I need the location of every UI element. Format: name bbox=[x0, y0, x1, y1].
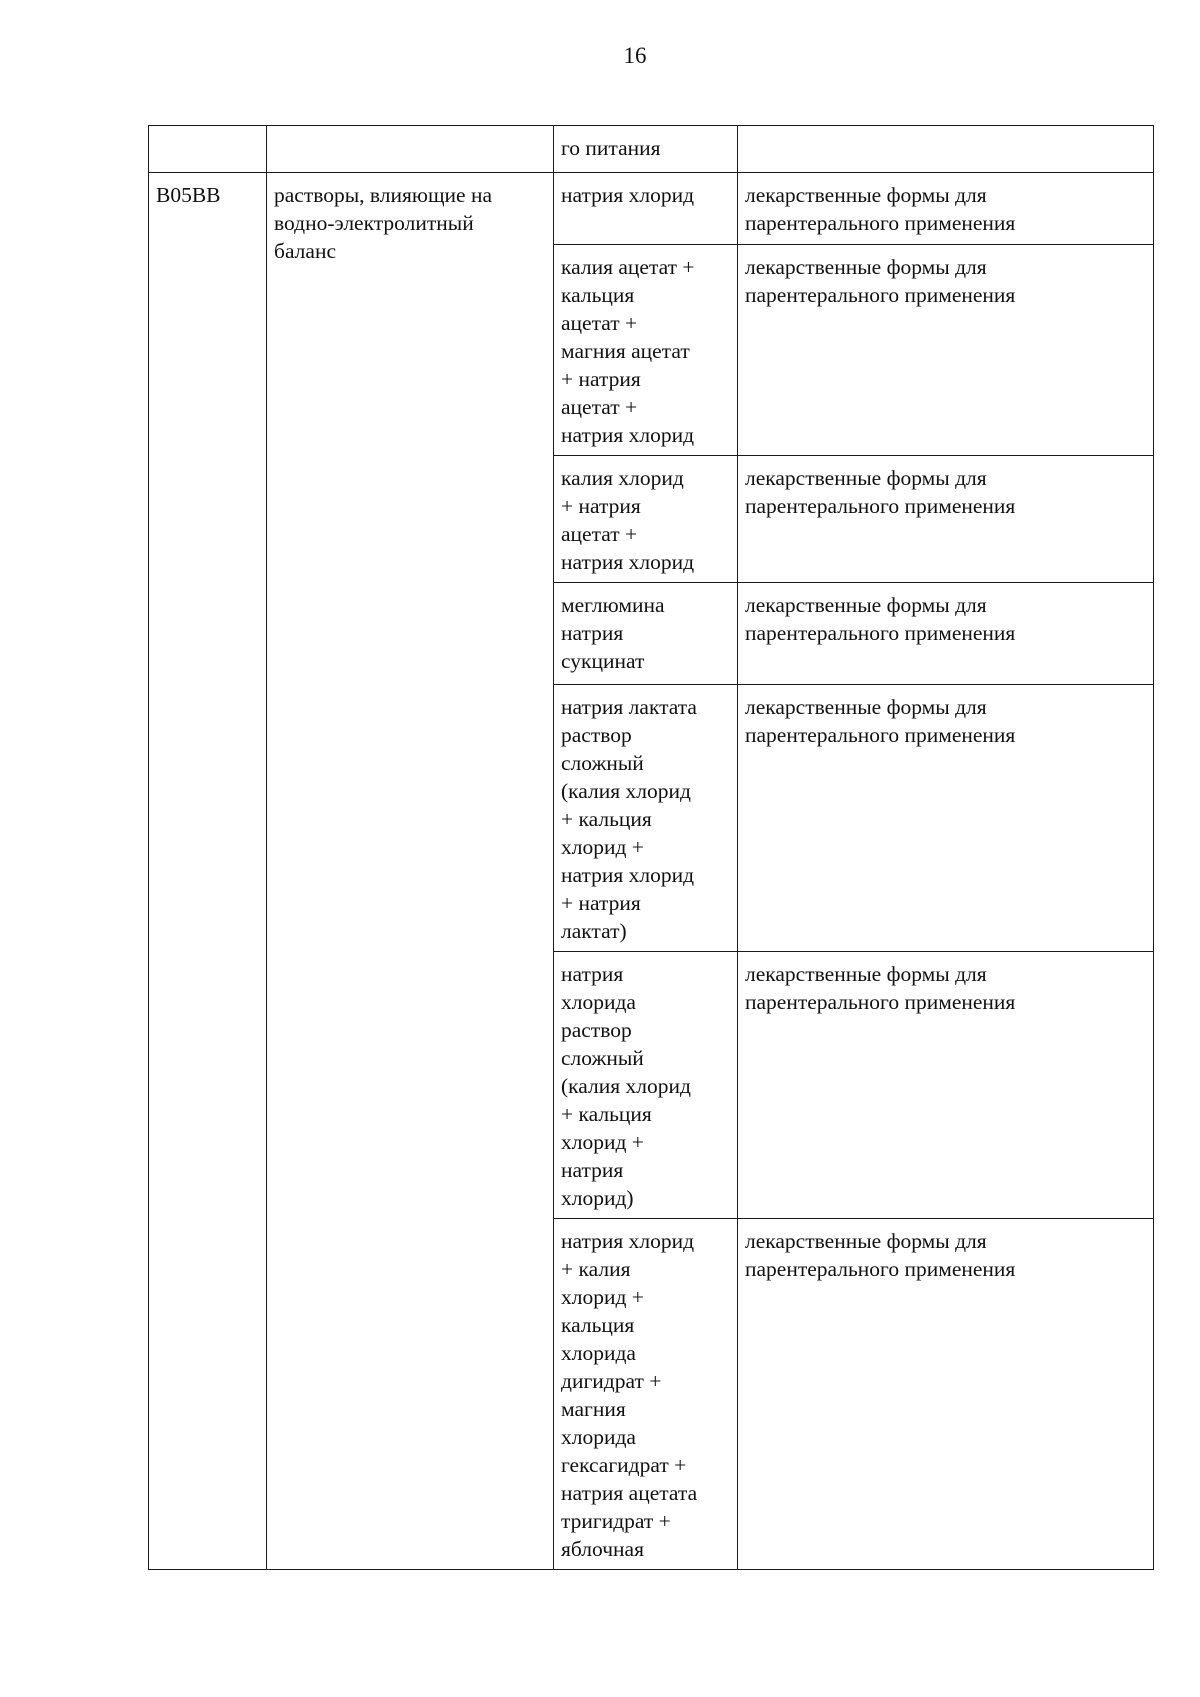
drug-name-cell: калия ацетат + кальция ацетат + магния ацетат + натрия ацетат + натрия хлорид bbox=[554, 245, 738, 456]
drug-name-cell: меглюмина натрия сукцинат bbox=[554, 583, 738, 685]
dosage-form-cell: лекарственные формы для парентерального применения bbox=[738, 685, 1154, 952]
table-row bbox=[149, 126, 1154, 173]
dosage-form-cell: лекарственные формы для парентерального применения bbox=[738, 456, 1154, 583]
dosage-form-cell bbox=[738, 126, 1154, 173]
drug-name-cell: натрия хлорид bbox=[554, 173, 738, 245]
drug-name-cell: натрия лактата раствор сложный (калия хлорид + кальция хлорид + натрия хлорид + натрия лактат) bbox=[554, 685, 738, 952]
drug-name-cell: калия хлорид + натрия ацетат + натрия хлорид bbox=[554, 456, 738, 583]
atc-code-cell bbox=[149, 126, 267, 173]
group-name-cell: растворы, влияющие на водно-электролитный баланс bbox=[267, 173, 554, 1570]
drug-table bbox=[148, 125, 1154, 1570]
atc-code-cell: B05BB bbox=[149, 173, 267, 1570]
dosage-form-cell: лекарственные формы для парентерального применения bbox=[738, 1219, 1154, 1570]
dosage-form-cell: лекарственные формы для парентерального применения bbox=[738, 245, 1154, 456]
dosage-form-cell: лекарственные формы для парентерального применения bbox=[738, 173, 1154, 245]
drug-name-cell: го питания bbox=[554, 126, 738, 173]
drug-name-cell: натрия хлорида раствор сложный (калия хлорид + кальция хлорид + натрия хлорид) bbox=[554, 952, 738, 1219]
dosage-form-cell: лекарственные формы для парентерального применения bbox=[738, 583, 1154, 685]
group-name-cell bbox=[267, 126, 554, 173]
dosage-form-cell: лекарственные формы для парентерального применения bbox=[738, 952, 1154, 1219]
page-number: 16 bbox=[623, 43, 647, 68]
drug-name-cell: натрия хлорид + калия хлорид + кальция хлорида дигидрат + магния хлорида гексагидрат + натрия ацетата тригидрат + яблочная bbox=[554, 1219, 738, 1570]
table-row bbox=[149, 173, 1154, 245]
